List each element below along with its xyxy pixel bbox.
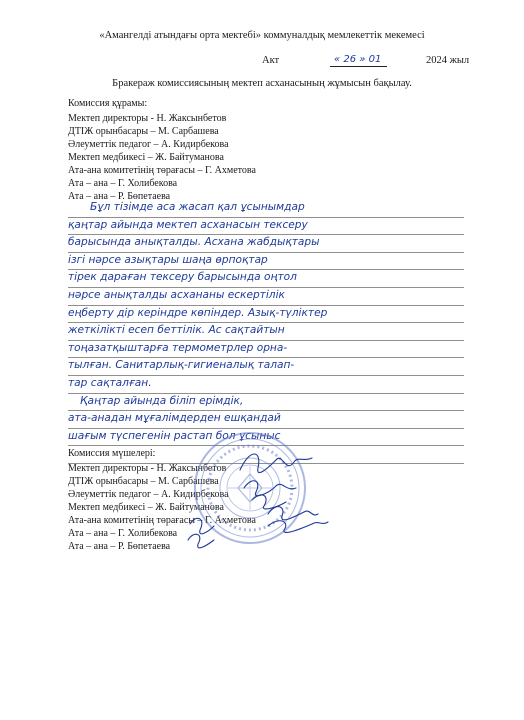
- commission-heading: Комиссия құрамы:: [68, 98, 148, 109]
- handwritten-line: тірек дараған тексеру барысында оңтол: [68, 270, 464, 288]
- handwritten-line: жеткілікті есеп беттілік. Ас сақтайтын: [68, 323, 464, 341]
- commission-member: Ата-ана комитетінің төрағасы – Г. Ахметова: [68, 165, 256, 176]
- commission-member: Ата – ана – Г. Холибекова: [68, 178, 178, 189]
- organization-title: «Амангелді атындағы орта мектебі» коммуналдық мемлекеттік мекемесі: [99, 30, 425, 41]
- signature-director: [240, 454, 312, 473]
- signature-deputy: [244, 481, 296, 496]
- handwritten-line: Қаңтар айында біліп ерімдік,: [68, 394, 464, 412]
- signatory-member: Ата-ана комитетінің төрағасы – Г. Ахметова: [68, 515, 256, 526]
- signatory-member: Әлеуметтік педагог – А. Кидирбекова: [68, 489, 229, 500]
- signature-nurse: [268, 507, 318, 520]
- handwritten-line: шағым түспегенін растап бол ұсыныс: [68, 429, 464, 447]
- handwritten-line: нәрсе анықталды асхананы ескертілік: [68, 288, 464, 306]
- handwritten-line: барысында анықталды. Асхана жабдықтары: [68, 235, 464, 253]
- commission-member: Ата – ана – Р. Бөпетаева: [68, 191, 171, 202]
- signatory-member: Ата – ана – Р. Бөпетаева: [68, 541, 171, 552]
- handwritten-line: тар сақталған.: [68, 376, 464, 394]
- signature-committee-chair: [268, 521, 328, 533]
- handwritten-line: ізгі нәрсе азықтары шаңа өрпоқтар: [68, 253, 464, 271]
- act-subject: Бракераж комиссиясының мектеп асханасының жұмысын бақылау.: [112, 78, 412, 89]
- act-date-text: « 26 » 01: [334, 54, 382, 65]
- commission-member: Мектеп медбикесі – Ж. Байтуманова: [68, 152, 224, 163]
- commission-member: Мектеп директоры - Н. Жаксынбетов: [68, 113, 227, 124]
- signatory-member: Ата – ана – Г. Холибекова: [68, 528, 178, 539]
- handwritten-line: қаңтар айында мектеп асханасын тексеру: [68, 218, 464, 236]
- handwritten-line: Бұл тізімде аса жасап қал ұсынымдар: [68, 200, 464, 218]
- signatory-member: Мектеп медбикесі – Ж. Байтуманова: [68, 502, 224, 513]
- signature-parent-kholibekova: [190, 518, 214, 534]
- handwritten-line: тылған. Санитарлық-гигиеналық талап-: [68, 358, 464, 376]
- act-label: Акт: [262, 55, 280, 66]
- signatory-member: Мектеп директоры - Н. Жаксынбетов: [68, 463, 227, 474]
- handwritten-line: еңберту дір керіндре көпіндер. Азық-түліктер: [68, 306, 464, 324]
- handwritten-line: тоңазатқыштарға термометрлер орна-: [68, 341, 464, 359]
- signature-parent-bopetaeva: [188, 534, 214, 548]
- signatory-member: ДТІЖ орынбасары – М. Сарбашева: [68, 476, 219, 487]
- commission-member: ДТІЖ орынбасары – М. Сарбашева: [68, 126, 219, 137]
- handwritten-line: ата-анадан мұғалімдерден ешқандай: [68, 411, 464, 429]
- act-year: 2024 жыл: [426, 55, 470, 66]
- commission-member: Әлеуметтік педагог – А. Кидирбекова: [68, 139, 229, 150]
- signatories-heading: Комиссия мүшелері:: [68, 448, 156, 459]
